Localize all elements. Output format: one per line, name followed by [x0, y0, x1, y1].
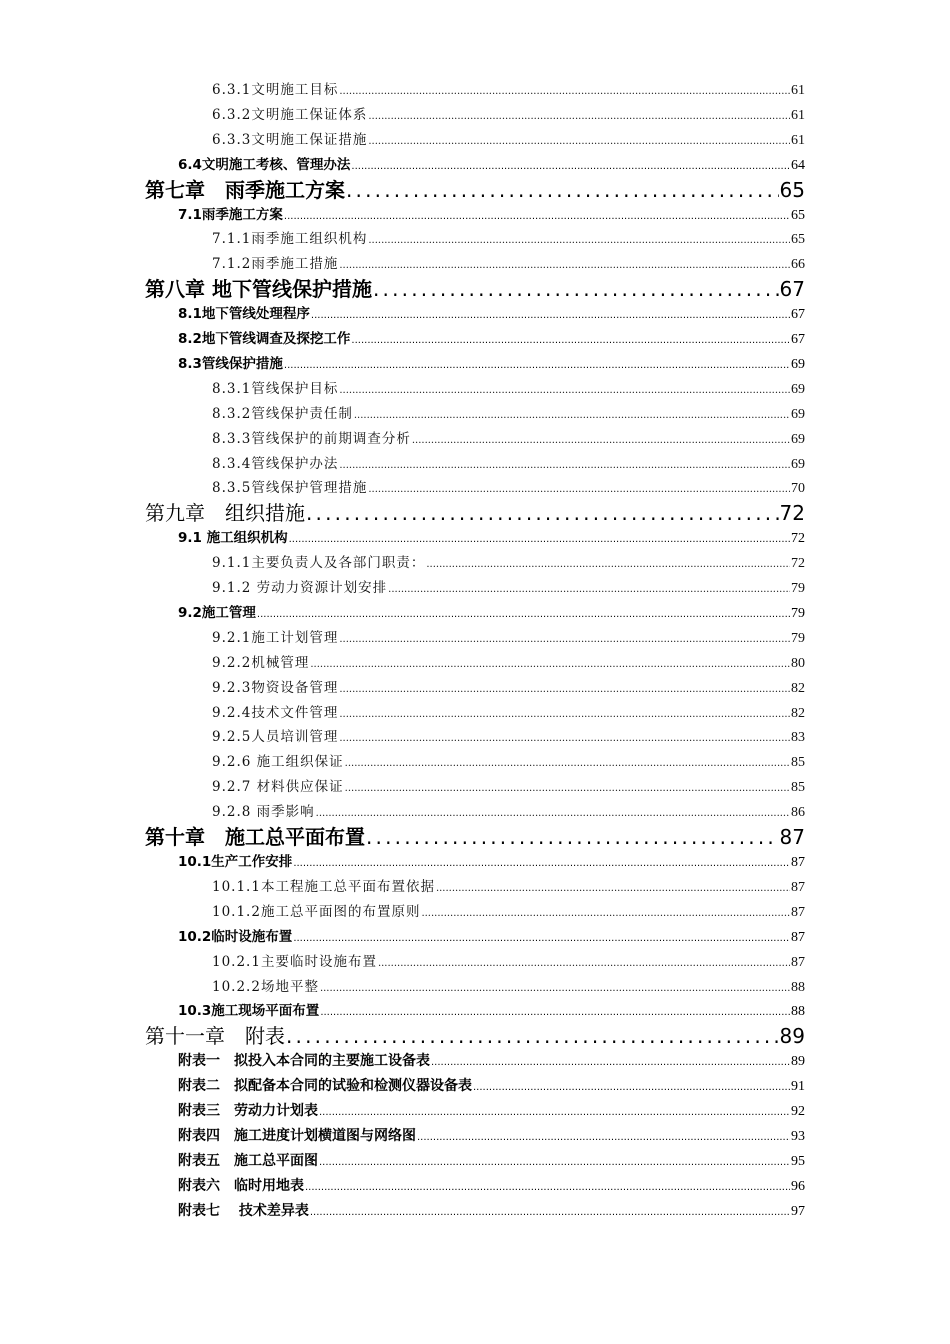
toc-leader-dots: [339, 379, 790, 404]
toc-entry[interactable]: [0, 1199, 950, 1224]
toc-leader-dots: [473, 1076, 790, 1101]
toc-leader-dots: [378, 952, 790, 977]
toc-page-number: 69: [791, 406, 805, 422]
toc-leader-dots: [388, 578, 790, 603]
toc-leader-dots: [284, 205, 790, 230]
toc-entry[interactable]: [0, 576, 950, 601]
toc-leader-dots: [366, 825, 779, 850]
toc-entry-title: 9.1 施工组织机构: [178, 530, 288, 547]
toc-page-number: 72: [779, 501, 805, 526]
toc-entry-title: 7.1.2雨季施工措施: [212, 256, 339, 273]
toc-page-number: 96: [791, 1178, 805, 1194]
toc-page-number: 66: [791, 257, 805, 273]
toc-page-number: 72: [791, 556, 805, 572]
toc-entry-title: 9.2.4技术文件管理: [212, 704, 339, 721]
toc-entry-title: 9.2.2机械管理: [212, 654, 310, 671]
toc-page-number: 80: [791, 655, 805, 671]
toc-leader-dots: [319, 1151, 790, 1176]
toc-entry-title: 8.1地下管线处理程序: [178, 306, 310, 323]
toc-chapter-entry[interactable]: [0, 178, 950, 203]
toc-page-number: 95: [791, 1153, 805, 1169]
toc-chapter-entry[interactable]: [0, 1024, 950, 1049]
toc-leader-dots: [354, 404, 790, 429]
toc-entry-title: 8.3.2管线保护责任制: [212, 405, 353, 422]
toc-page-number: 69: [791, 381, 805, 397]
toc-entry-title: 9.2.8 雨季影响: [212, 804, 315, 821]
toc-entry[interactable]: [0, 352, 950, 377]
toc-page-number: 79: [791, 606, 805, 622]
toc-page-number: 61: [791, 83, 805, 98]
toc-entry[interactable]: [0, 676, 950, 701]
toc-page-number: 93: [791, 1128, 805, 1144]
toc-page-number: 87: [791, 904, 805, 920]
toc-leader-dots: [351, 155, 790, 180]
toc-entry[interactable]: [0, 800, 950, 825]
toc-page-number: 79: [791, 581, 805, 597]
toc-page-number: 92: [791, 1104, 805, 1120]
toc-entry[interactable]: [0, 975, 950, 1000]
toc-entry-title: 8.3.1管线保护目标: [212, 380, 339, 397]
toc-page-number: 87: [791, 954, 805, 970]
toc-page-number: 65: [791, 232, 805, 248]
toc-leader-dots: [417, 1126, 790, 1151]
toc-entry-title: 附表五 施工总平面图: [178, 1152, 318, 1169]
toc-entry[interactable]: [0, 302, 950, 327]
toc-leader-dots: [293, 852, 790, 877]
toc-entry[interactable]: [0, 725, 950, 750]
toc-leader-dots: [339, 628, 790, 653]
toc-entry-title: 9.1.2 劳动力资源计划安排: [212, 580, 388, 597]
toc-leader-dots: [339, 727, 790, 752]
toc-page-number: 65: [779, 177, 805, 202]
toc-entry-title: 6.4文明施工考核、管理办法: [178, 156, 351, 173]
toc-entry[interactable]: [0, 999, 950, 1024]
toc-entry[interactable]: [0, 227, 950, 252]
toc-page-number: 72: [791, 531, 805, 547]
toc-page-number: 61: [791, 107, 805, 123]
toc-entry-title: 8.3.4管线保护办法: [212, 455, 339, 472]
toc-entry-title: 附表七 技术差异表: [178, 1202, 309, 1219]
toc-page-number: 87: [791, 855, 805, 871]
toc-entry-title: 10.1.1本工程施工总平面布置依据: [212, 878, 435, 895]
toc-page-number: 83: [791, 730, 805, 746]
toc-entry-title: 10.1.2施工总平面图的布置原则: [212, 903, 421, 920]
toc-entry[interactable]: [0, 1124, 950, 1149]
toc-leader-dots: [431, 1051, 790, 1076]
toc-page-number: 67: [791, 307, 805, 323]
toc-entry[interactable]: [0, 1174, 950, 1199]
toc-entry-title: 8.3.3管线保护的前期调查分析: [212, 430, 411, 447]
toc-page-number: 70: [791, 481, 805, 497]
toc-entry-title: 10.2.2场地平整: [212, 978, 319, 995]
toc-page-number: 89: [791, 1054, 805, 1070]
toc-entry[interactable]: [0, 153, 950, 178]
toc-entry-title: 附表一 拟投入本合同的主要施工设备表: [178, 1053, 430, 1070]
toc-entry[interactable]: [0, 701, 950, 726]
toc-entry[interactable]: [0, 1074, 950, 1099]
toc-page-number: 88: [791, 1004, 805, 1020]
toc-entry-title: 9.2.5人员培训管理: [212, 729, 339, 746]
toc-leader-dots: [339, 678, 790, 703]
table-of-contents: [0, 78, 950, 1224]
toc-leader-dots: [426, 553, 790, 578]
toc-entry[interactable]: [0, 128, 950, 153]
toc-page-number: 69: [791, 456, 805, 472]
toc-leader-dots: [436, 877, 790, 902]
toc-page-number: 91: [791, 1079, 805, 1095]
toc-leader-dots: [289, 528, 790, 553]
toc-leader-dots: [319, 1101, 790, 1126]
toc-entry-title: 10.3施工现场平面布置: [178, 1003, 320, 1020]
toc-leader-dots: [257, 603, 790, 628]
toc-leader-dots: [351, 329, 790, 354]
toc-leader-dots: [368, 478, 790, 503]
toc-leader-dots: [339, 454, 790, 479]
toc-entry[interactable]: [0, 327, 950, 352]
toc-entry[interactable]: [0, 78, 950, 103]
toc-leader-dots: [373, 277, 779, 302]
toc-entry-title: 第九章 组织措施: [145, 501, 305, 526]
toc-page-number: 65: [791, 207, 805, 223]
toc-entry-title: 9.2施工管理: [178, 605, 256, 622]
toc-leader-dots: [311, 304, 790, 329]
toc-entry-title: 9.2.3物资设备管理: [212, 679, 339, 696]
toc-chapter-entry[interactable]: [0, 277, 950, 302]
toc-leader-dots: [368, 229, 790, 254]
toc-page-number: 97: [791, 1203, 805, 1219]
toc-entry-title: 附表三 劳动力计划表: [178, 1103, 318, 1120]
toc-leader-dots: [316, 802, 790, 827]
toc-chapter-entry[interactable]: [0, 825, 950, 850]
toc-page-number: 82: [791, 705, 805, 721]
toc-entry[interactable]: [0, 402, 950, 427]
toc-entry-title: 6.3.2文明施工保证体系: [212, 106, 368, 123]
toc-leader-dots: [368, 130, 790, 155]
toc-page-number: 87: [791, 929, 805, 945]
toc-page-number: 69: [791, 357, 805, 373]
toc-leader-dots: [345, 777, 790, 802]
toc-leader-dots: [412, 429, 790, 454]
toc-entry[interactable]: [0, 427, 950, 452]
toc-entry[interactable]: [0, 476, 950, 501]
toc-entry-title: 9.1.1主要负责人及各部门职责：: [212, 555, 426, 572]
toc-page-number: 79: [791, 630, 805, 646]
toc-entry-title: 10.1生产工作安排: [178, 854, 293, 871]
toc-leader-dots: [346, 178, 779, 203]
toc-page-number: 87: [779, 825, 805, 850]
toc-entry[interactable]: [0, 775, 950, 800]
toc-entry-title: 6.3.1文明施工目标: [212, 82, 339, 98]
toc-entry-title: 第八章 地下管线保护措施: [145, 277, 372, 302]
toc-leader-dots: [310, 1201, 790, 1226]
toc-entry-title: 7.1.1雨季施工组织机构: [212, 231, 368, 248]
toc-entry[interactable]: [0, 252, 950, 277]
toc-entry-title: 10.2.1主要临时设施布置: [212, 953, 377, 970]
toc-entry-title: 附表四 施工进度计划横道图与网络图: [178, 1127, 416, 1144]
toc-entry[interactable]: [0, 203, 950, 228]
toc-entry[interactable]: [0, 377, 950, 402]
toc-leader-dots: [339, 80, 790, 105]
toc-entry[interactable]: [0, 1149, 950, 1174]
toc-page-number: 87: [791, 879, 805, 895]
toc-entry-title: 附表二 拟配备本合同的试验和检测仪器设备表: [178, 1078, 472, 1095]
toc-page-number: 88: [791, 979, 805, 995]
toc-entry-title: 第十一章 附表: [145, 1024, 285, 1049]
toc-entry-title: 7.1雨季施工方案: [178, 206, 283, 223]
toc-entry-title: 9.2.1施工计划管理: [212, 629, 339, 646]
toc-entry-title: 8.3.5管线保护管理措施: [212, 480, 368, 497]
toc-leader-dots: [421, 902, 790, 927]
toc-entry[interactable]: [0, 1099, 950, 1124]
toc-page-number: 85: [791, 780, 805, 796]
toc-chapter-entry[interactable]: [0, 501, 950, 526]
toc-entry-title: 附表六 临时用地表: [178, 1177, 304, 1194]
toc-leader-dots: [293, 927, 790, 952]
toc-entry[interactable]: [0, 1049, 950, 1074]
toc-leader-dots: [339, 703, 790, 728]
toc-leader-dots: [339, 254, 790, 279]
toc-entry[interactable]: [0, 850, 950, 875]
toc-entry-title: 9.2.7 材料供应保证: [212, 779, 344, 796]
toc-entry[interactable]: [0, 601, 950, 626]
toc-entry[interactable]: [0, 875, 950, 900]
toc-page-number: 67: [779, 277, 805, 302]
toc-page-number: 86: [791, 805, 805, 821]
toc-entry-title: 8.3管线保护措施: [178, 356, 283, 373]
toc-page-number: 69: [791, 431, 805, 447]
toc-entry[interactable]: [0, 103, 950, 128]
toc-entry-title: 9.2.6 施工组织保证: [212, 754, 344, 771]
toc-entry[interactable]: [0, 900, 950, 925]
toc-leader-dots: [320, 1001, 790, 1026]
toc-entry[interactable]: [0, 950, 950, 975]
toc-entry[interactable]: [0, 651, 950, 676]
toc-leader-dots: [284, 354, 790, 379]
toc-page-number: 64: [791, 157, 805, 173]
toc-entry[interactable]: [0, 452, 950, 477]
toc-leader-dots: [305, 1176, 790, 1201]
toc-leader-dots: [310, 653, 790, 678]
toc-entry[interactable]: [0, 526, 950, 551]
toc-page-number: 67: [791, 332, 805, 348]
toc-entry[interactable]: [0, 551, 950, 576]
toc-entry[interactable]: [0, 626, 950, 651]
toc-leader-dots: [286, 1024, 779, 1049]
toc-page-number: 85: [791, 755, 805, 771]
toc-entry-title: 6.3.3文明施工保证措施: [212, 131, 368, 148]
toc-page-number: 89: [779, 1024, 805, 1049]
toc-entry[interactable]: [0, 750, 950, 775]
toc-leader-dots: [320, 977, 790, 1002]
toc-entry-title: 8.2地下管线调查及探挖工作: [178, 331, 351, 348]
toc-entry-title: 10.2临时设施布置: [178, 928, 293, 945]
toc-leader-dots: [368, 105, 790, 130]
toc-page-number: 61: [791, 132, 805, 148]
toc-entry-title: 第十章 施工总平面布置: [145, 825, 365, 850]
toc-entry-title: 第七章 雨季施工方案: [145, 177, 345, 202]
toc-leader-dots: [306, 501, 779, 526]
toc-leader-dots: [345, 752, 790, 777]
toc-entry[interactable]: [0, 925, 950, 950]
toc-page-number: 82: [791, 680, 805, 696]
